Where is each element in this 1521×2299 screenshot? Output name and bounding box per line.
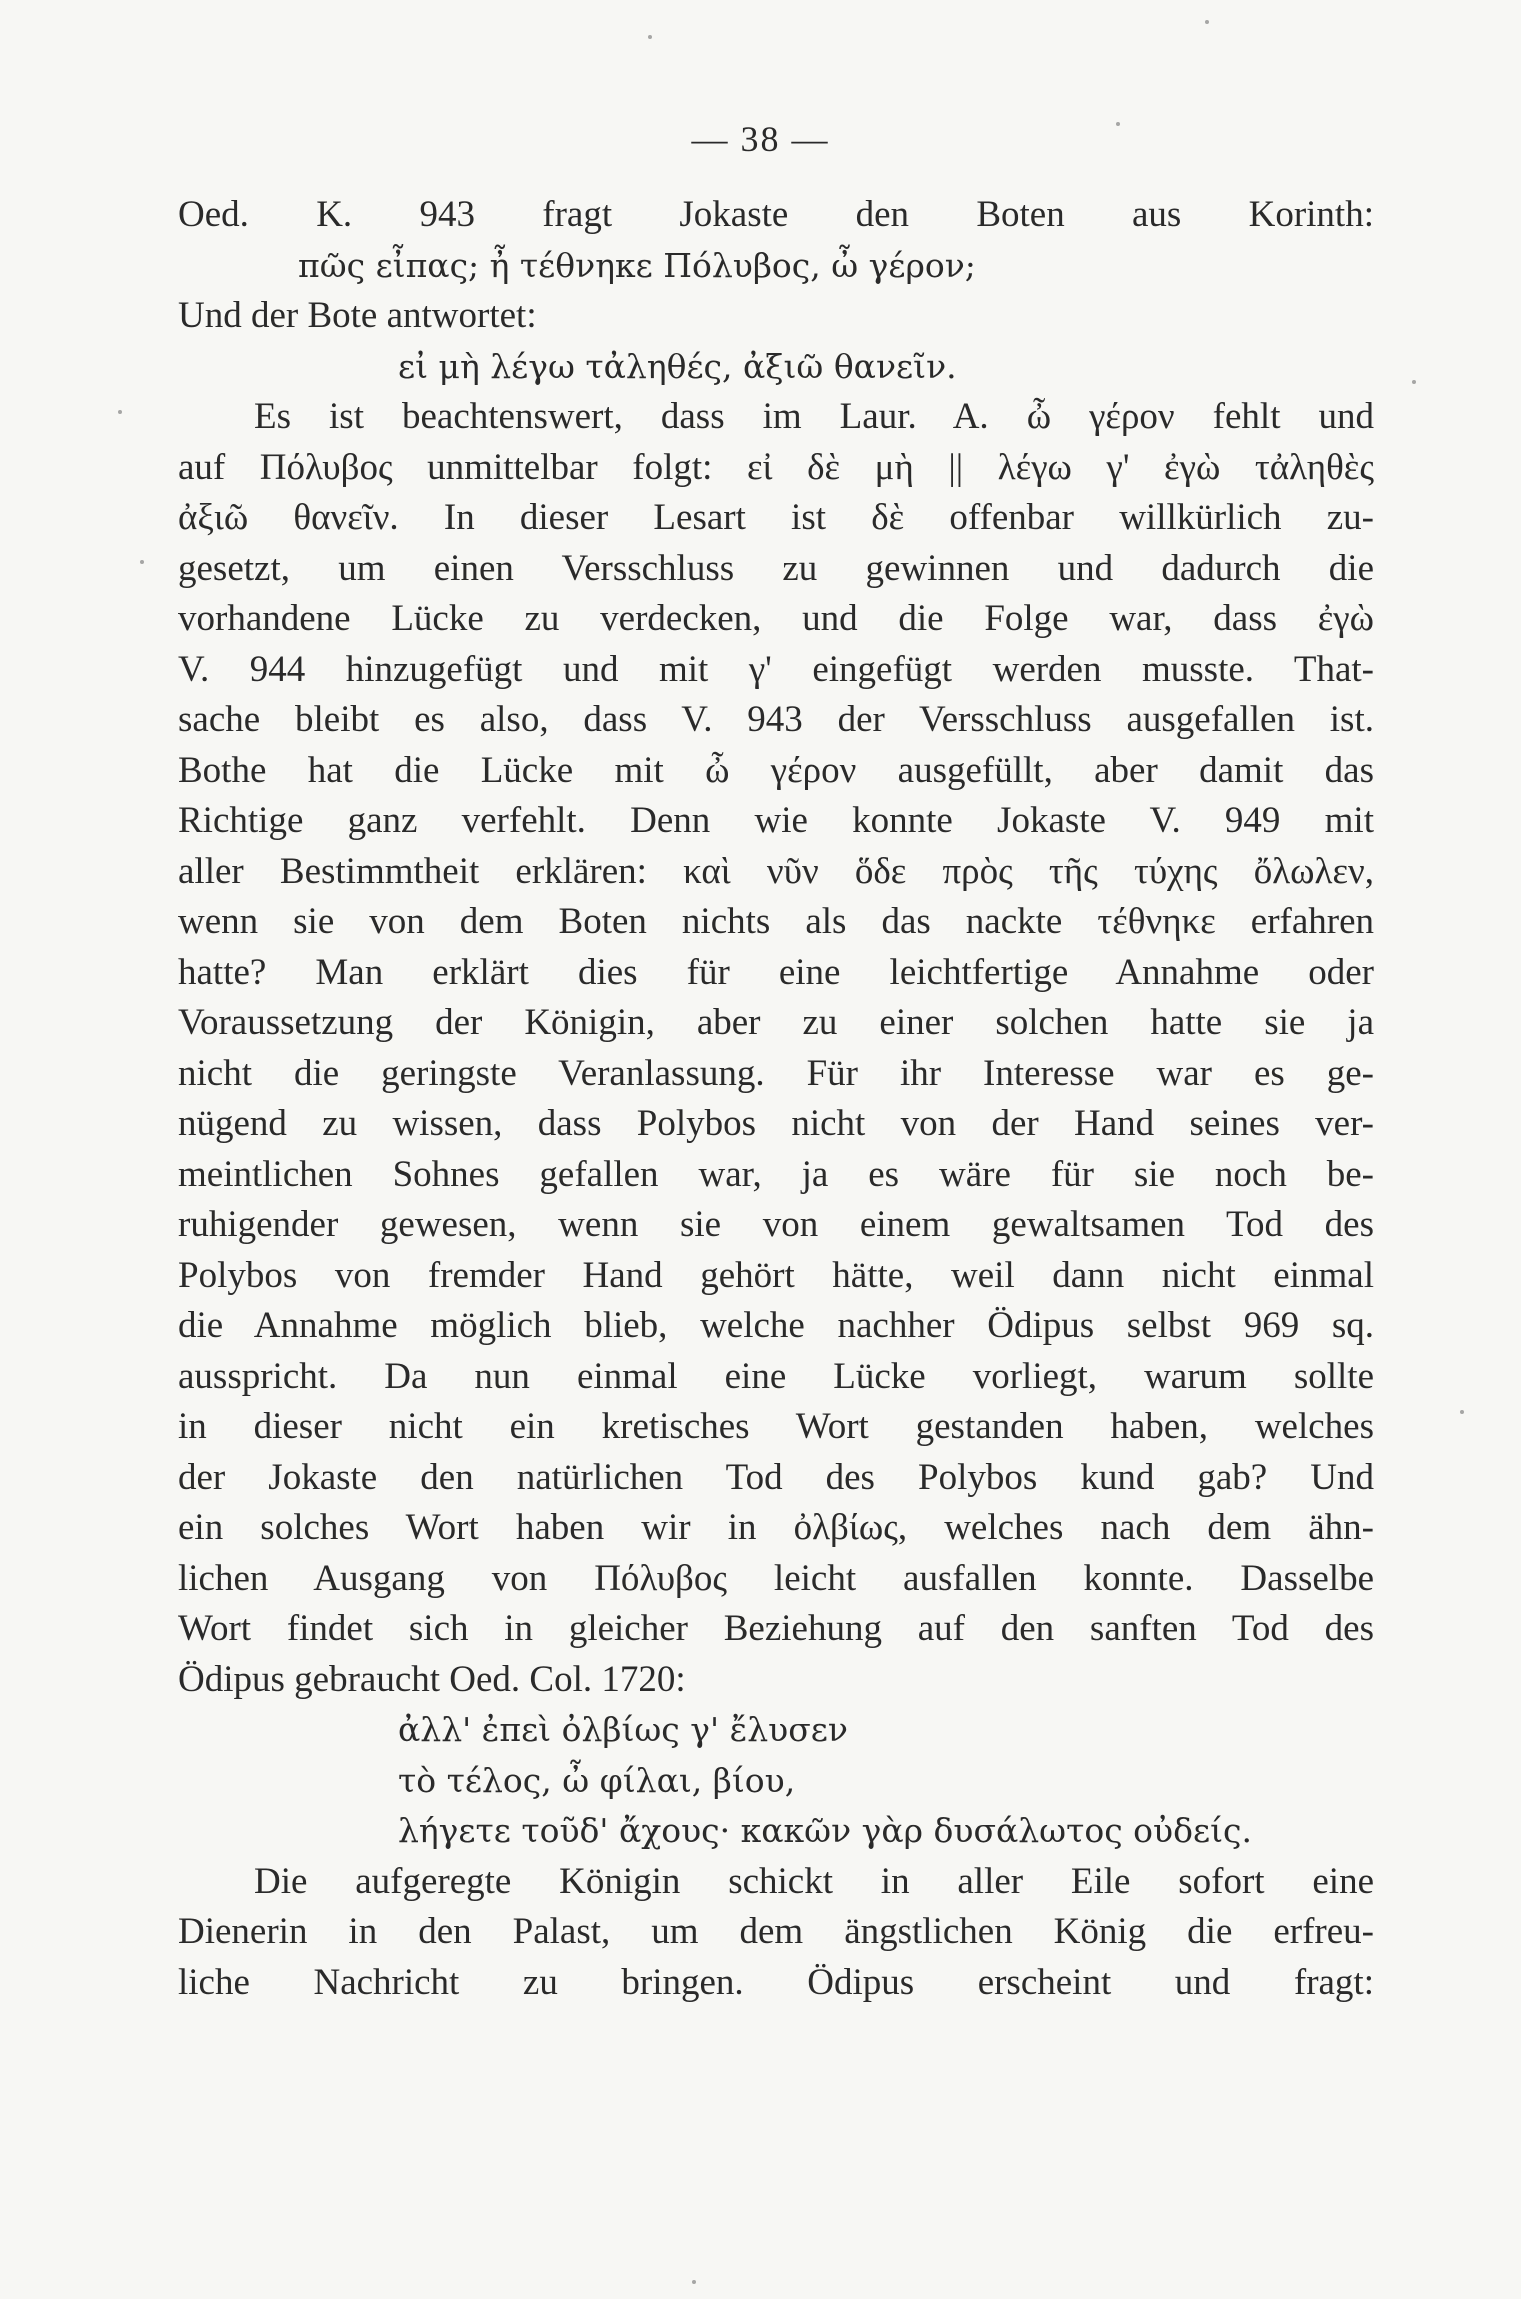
text-line: ein solches Wort haben wir in ὀλβίως, welches nach dem ähn- [178,1507,1374,1548]
text-line: Oed. K. 943 fragt Jokaste den Boten aus Korinth: [178,194,1374,235]
page-number: — 38 — [691,119,830,159]
scan-speck [1205,20,1209,24]
text-line: Es ist beachtenswert, dass im Laur. A. ὦ γέρον fehlt und [254,396,1374,437]
scan-speck [1412,380,1416,384]
scan-speck [648,35,652,39]
text-line: meintlichen Sohnes gefallen war, ja es wäre für sie noch be- [178,1153,1374,1195]
text-line: nügend zu wissen, dass Polybos nicht von der Hand seines ver- [178,1103,1374,1144]
body-text [178,190,1374,2008]
text-line: wenn sie von dem Boten nichts als das nackte τέθνηκε erfahren [178,901,1374,942]
text-line: Richtige ganz verfehlt. Denn wie konnte Jokaste V. 949 mit [178,800,1374,841]
text-line: V. 944 hinzugefügt und mit γ' eingefügt werden musste. That- [178,648,1374,690]
scan-speck [140,560,144,564]
text-line: Polybos von fremder Hand gehört hätte, weil dann nicht einmal [178,1254,1374,1296]
text-line: in dieser nicht ein kretisches Wort gestanden haben, welches [178,1406,1374,1447]
text-line: ausspricht. Da nun einmal eine Lücke vorliegt, warum sollte [178,1355,1374,1397]
text-line: vorhandene Lücke zu verdecken, und die Folge war, dass ἐγὼ [178,598,1374,639]
text-line: πῶς εἶπας; ἦ τέθνηκε Πόλυβος, ὦ γέρον; [298,245,976,285]
text-line: aller Bestimmtheit erklären: καὶ νῦν ὅδε πρὸς τῆς τύχης ὄλωλεν, [178,850,1374,892]
text-line: Die aufgeregte Königin schickt in aller Eile sofort eine [254,1860,1374,1902]
text-line: λήγετε τοῦδ' ἄχους· κακῶν γὰρ δυσάλωτος οὐδείς. [398,1811,1252,1850]
scan-speck [118,410,122,414]
text-line: εἰ μὴ λέγω τἀληθές, ἀξιῶ θανεῖν. [398,346,957,386]
text-line: ruhigender gewesen, wenn sie von einem gewaltsamen Tod des [178,1204,1374,1245]
text-line: ἀξιῶ θανεῖν. In dieser Lesart ist δὲ offenbar willkürlich zu- [178,497,1374,538]
text-line: sache bleibt es also, dass V. 943 der Versschluss ausgefallen ist. [178,699,1374,740]
text-line: Wort findet sich in gleicher Beziehung auf den sanften Tod des [178,1608,1374,1649]
scan-speck [1116,122,1120,126]
text-line: ἀλλ' ἐπεὶ ὀλβίως γ' ἔλυσεν [398,1710,848,1749]
text-line: Bothe hat die Lücke mit ὦ γέρον ausgefüllt, aber damit das [178,749,1374,791]
text-line: Ödipus gebraucht Oed. Col. 1720: [178,1658,686,1700]
text-line: liche Nachricht zu bringen. Ödipus erscheint und fragt: [178,1961,1374,2003]
text-line: τὸ τέλος, ὦ φίλαι, βίου, [398,1760,796,1800]
text-line: hatte? Man erklärt dies für eine leichtfertige Annahme oder [178,951,1374,993]
text-line: der Jokaste den natürlichen Tod des Polybos kund gab? Und [178,1456,1374,1498]
text-line: auf Πόλυβος unmittelbar folgt: εἰ δὲ μὴ || λέγω γ' ἐγὼ τἀληθὲς [178,446,1374,488]
text-line: nicht die geringste Veranlassung. Für ihr Interesse war es ge- [178,1052,1374,1094]
scan-speck [1460,1410,1464,1414]
scan-speck [692,2280,696,2284]
text-line: die Annahme möglich blieb, welche nachher Ödipus selbst 969 sq. [178,1305,1374,1346]
text-line: Voraussetzung der Königin, aber zu einer solchen hatte sie ja [178,1002,1374,1043]
text-line: Und der Bote antwortet: [178,295,537,336]
text-line: gesetzt, um einen Versschluss zu gewinnen und dadurch die [178,547,1374,589]
text-line: lichen Ausgang von Πόλυβος leicht ausfallen konnte. Dasselbe [178,1557,1374,1599]
text-line: Dienerin in den Palast, um dem ängstlichen König die erfreu- [178,1911,1374,1952]
